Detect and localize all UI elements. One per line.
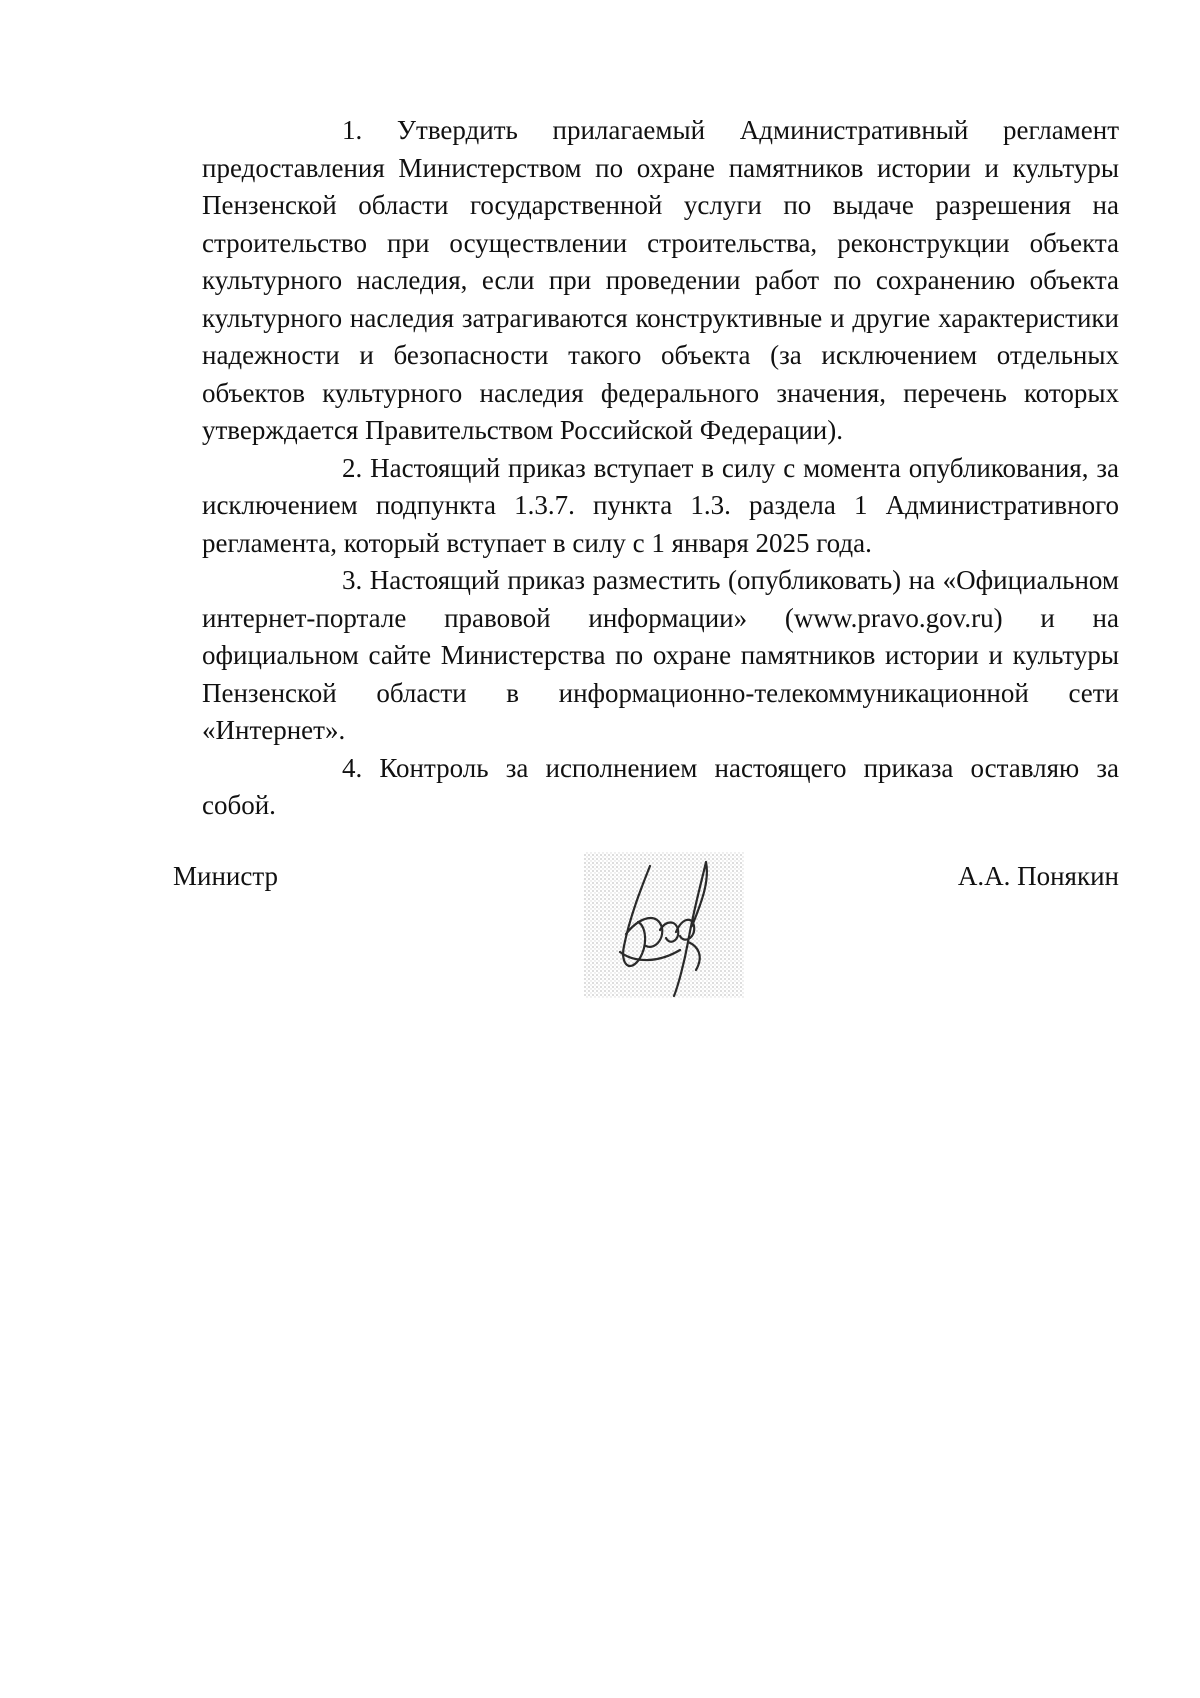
paragraph-text: Утвердить прилагаемый Административный регламент предоставления Министерством по охране памятников истории и культуры Пензенской области государственной услуги по выдаче разрешения на строительство при осуществлении строительства, реконструкции объекта культурного наследия, если при проведении работ по сохранению объекта культурного наследия затрагиваются конструктивные и другие характеристики надежности и безопасности такого объекта (за исключением отдельных объектов культурного наследия федерального значения, перечень которых утверждается Правительством Российской Федерации). bbox=[202, 115, 1119, 445]
signatory-name: А.А. Понякин bbox=[957, 861, 1119, 891]
paragraph-number: 2. bbox=[342, 452, 363, 483]
document-body bbox=[202, 112, 1119, 825]
handwritten-signature bbox=[580, 846, 748, 1004]
paragraph-text: Настоящий приказ разместить (опубликовать) на «Официальном интернет-портале правовой информации» (www.pravo.gov.ru) и на официальном сайте Министерства по охране памятников истории и культуры Пензенской области в информационно-телекоммуникационной сети «Интернет». bbox=[202, 565, 1119, 745]
paragraph-4 bbox=[202, 750, 1119, 825]
paragraph-number: 1. bbox=[342, 115, 363, 145]
paragraph-number: 3. bbox=[342, 565, 363, 595]
paragraph-3 bbox=[202, 562, 1119, 750]
paragraph-1 bbox=[202, 112, 1119, 450]
paragraph-text: Настоящий приказ вступает в силу с момента опубликования, за исключением подпункта 1.3.7. пункта 1.3. раздела 1 Административного регламента, который вступает в силу с 1 января 2025 года. bbox=[202, 452, 1119, 558]
signatory-title: Министр bbox=[173, 861, 278, 891]
signature-icon bbox=[580, 846, 748, 1004]
paragraph-text: Контроль за исполнением настоящего приказа оставляю за собой. bbox=[202, 752, 1120, 820]
paragraph-2 bbox=[202, 450, 1119, 563]
paragraph-number: 4. bbox=[342, 752, 363, 783]
